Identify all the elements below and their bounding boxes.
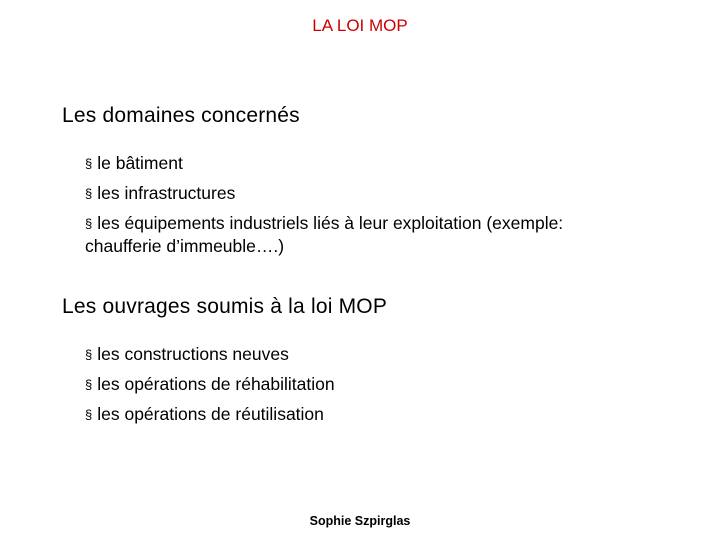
bullet-icon: § bbox=[85, 377, 93, 392]
footer-author: Sophie Szpirglas bbox=[309, 514, 411, 528]
list-item-text-continuation: chaufferie d’immeuble….) bbox=[85, 236, 285, 256]
section-heading-ouvrages: Les ouvrages soumis à la loi MOP bbox=[62, 295, 388, 318]
bullet-list-domaines bbox=[85, 149, 685, 257]
bullet-icon: § bbox=[85, 156, 93, 171]
bullet-icon: § bbox=[85, 407, 93, 422]
bullet-icon: § bbox=[85, 347, 93, 362]
list-item bbox=[85, 400, 685, 430]
list-item bbox=[85, 209, 685, 257]
bullet-list-ouvrages bbox=[85, 340, 685, 430]
list-item-text: les équipements industriels liés à leur exploitation (exemple: bbox=[97, 213, 564, 233]
section-heading-domaines: Les domaines concernés bbox=[62, 104, 300, 127]
bullet-icon: § bbox=[85, 216, 93, 231]
list-item-text: les opérations de réhabilitation bbox=[97, 374, 335, 394]
bullet-icon: § bbox=[85, 186, 93, 201]
list-item-text: le bâtiment bbox=[97, 153, 183, 173]
list-item bbox=[85, 370, 685, 400]
list-item-text: les constructions neuves bbox=[97, 344, 289, 364]
list-item-text: les infrastructures bbox=[97, 183, 236, 203]
list-item-text: les opérations de réutilisation bbox=[97, 404, 324, 424]
slide-title: LA LOI MOP bbox=[312, 16, 408, 35]
list-item bbox=[85, 149, 685, 179]
list-item bbox=[85, 179, 685, 209]
list-item bbox=[85, 340, 685, 370]
